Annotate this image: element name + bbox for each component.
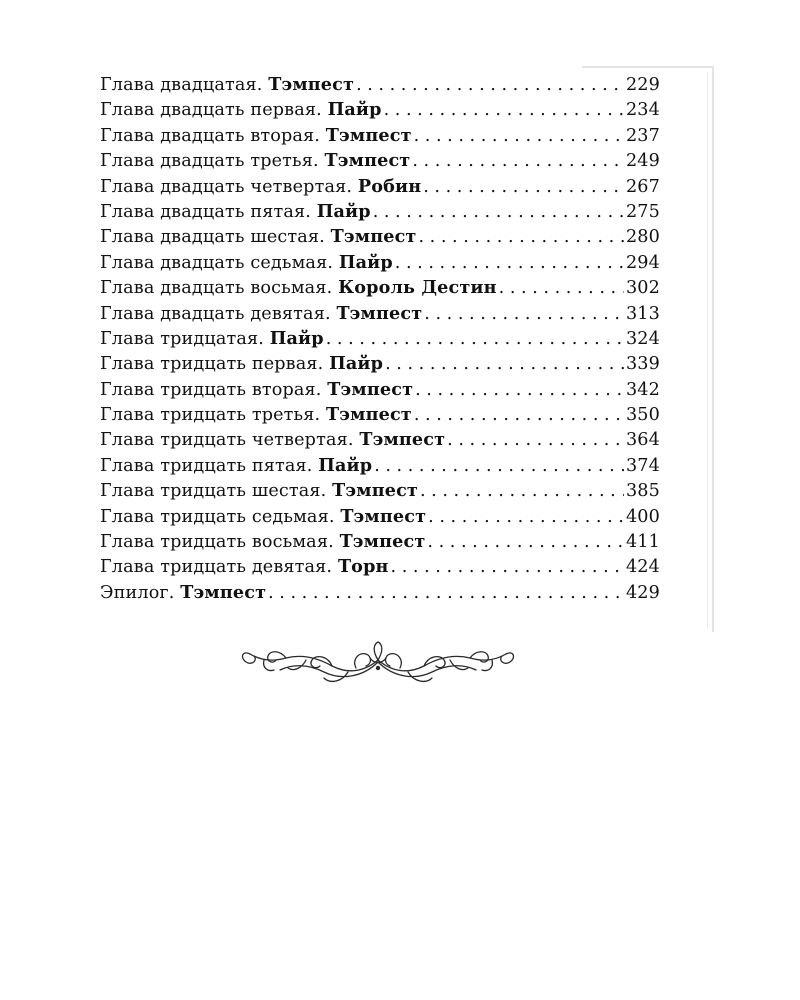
toc-entry bbox=[100, 174, 660, 199]
toc-entry-title bbox=[100, 72, 354, 98]
toc-entry-title bbox=[100, 301, 422, 327]
toc-narrator-name: Тэмпест bbox=[340, 505, 427, 527]
toc-narrator-name: Тэмпест bbox=[324, 150, 411, 172]
toc-dot-leader bbox=[424, 302, 624, 327]
toc-chapter-label: Глава двадцать девятая. bbox=[100, 303, 331, 324]
toc-narrator-name: Пайр bbox=[316, 200, 371, 222]
toc-chapter-label: Глава двадцать седьмая. bbox=[100, 252, 334, 273]
toc-narrator-name: Тэмпест bbox=[332, 480, 418, 502]
toc-dot-leader bbox=[385, 352, 624, 377]
toc-dot-leader bbox=[414, 124, 624, 149]
toc-narrator-name: Пайр bbox=[327, 99, 382, 121]
toc-entry bbox=[100, 580, 660, 605]
toc-chapter-label: Глава двадцать пятая. bbox=[100, 201, 311, 222]
toc-entry-title bbox=[100, 478, 418, 504]
toc-chapter-label: Глава тридцать седьмая. bbox=[100, 506, 335, 527]
toc-page-number: 339 bbox=[625, 354, 660, 375]
floral-flourish-icon bbox=[236, 638, 520, 688]
toc-narrator-name: Тэмпест bbox=[339, 531, 426, 553]
toc-chapter-label: Глава тридцать четвертая. bbox=[100, 430, 354, 451]
toc-entry-title bbox=[100, 97, 382, 123]
toc-entry bbox=[100, 97, 660, 122]
toc-page-number: 411 bbox=[625, 532, 660, 553]
toc-page-number: 350 bbox=[625, 405, 660, 426]
toc-dot-leader bbox=[268, 581, 624, 606]
toc-chapter-label: Глава двадцатая. bbox=[100, 75, 263, 95]
toc-narrator-name: Робин bbox=[357, 175, 422, 197]
toc-dot-leader bbox=[418, 225, 623, 250]
toc-entry bbox=[100, 199, 660, 224]
toc-narrator-name: Пайр bbox=[338, 251, 393, 273]
toc-entry bbox=[100, 478, 660, 503]
toc-narrator-name: Тэмпест bbox=[268, 74, 355, 95]
toc-dot-leader bbox=[412, 149, 624, 174]
toc-page-number: 249 bbox=[625, 151, 660, 172]
toc-entry bbox=[100, 326, 660, 351]
toc-chapter-label: Глава двадцать четвертая. bbox=[100, 176, 353, 197]
toc-page-number: 364 bbox=[625, 430, 660, 451]
toc-entry bbox=[100, 453, 660, 478]
toc-entry-title bbox=[100, 326, 324, 352]
toc-chapter-label: Эпилог. bbox=[100, 582, 175, 603]
toc-entry-title bbox=[100, 580, 266, 606]
toc-narrator-name: Король Дестин bbox=[338, 277, 497, 299]
toc-entry bbox=[100, 224, 660, 249]
toc-dot-leader bbox=[391, 555, 624, 580]
toc-entry-title bbox=[100, 224, 416, 250]
toc-entry bbox=[100, 402, 660, 427]
toc-entry bbox=[100, 72, 660, 97]
toc-chapter-label: Глава тридцать шестая. bbox=[100, 481, 327, 502]
toc-chapter-label: Глава двадцать третья. bbox=[100, 151, 319, 172]
toc-dot-leader bbox=[415, 378, 624, 403]
toc-narrator-name: Пайр bbox=[269, 327, 324, 349]
toc-entry-title bbox=[100, 275, 497, 301]
toc-dot-leader bbox=[447, 428, 624, 453]
toc-page-number: 294 bbox=[625, 252, 660, 273]
toc-dot-leader bbox=[395, 251, 624, 276]
toc-dot-leader bbox=[499, 276, 624, 301]
toc-page-number: 234 bbox=[625, 100, 660, 121]
toc-entry bbox=[100, 148, 660, 173]
toc-page-number: 400 bbox=[625, 506, 660, 527]
toc-entry-title bbox=[100, 123, 412, 149]
toc-chapter-label: Глава тридцать первая. bbox=[100, 354, 324, 375]
toc-chapter-label: Глава двадцать первая. bbox=[100, 100, 322, 121]
toc-page-number: 342 bbox=[625, 379, 660, 400]
toc-chapter-label: Глава тридцать восьмая. bbox=[100, 532, 334, 553]
toc-entry-title bbox=[100, 377, 413, 403]
toc-narrator-name: Тэмпест bbox=[336, 302, 423, 324]
toc-entry-title bbox=[100, 427, 445, 453]
toc-narrator-name: Пайр bbox=[329, 353, 384, 375]
toc-chapter-label: Глава тридцать девятая. bbox=[100, 557, 333, 578]
toc-narrator-name: Тэмпест bbox=[327, 378, 414, 400]
toc-narrator-name: Тэмпест bbox=[330, 226, 417, 248]
toc-chapter-label: Глава двадцать шестая. bbox=[100, 227, 325, 248]
toc-dot-leader bbox=[427, 530, 624, 555]
toc-entry-title bbox=[100, 351, 383, 377]
toc-chapter-label: Глава двадцать восьмая. bbox=[100, 278, 333, 299]
toc-entry bbox=[100, 377, 660, 402]
toc-page-number: 424 bbox=[625, 557, 660, 578]
toc-page-number: 302 bbox=[625, 278, 660, 299]
toc-entry bbox=[100, 351, 660, 376]
toc-entry-title bbox=[100, 250, 393, 276]
toc-dot-leader bbox=[374, 454, 624, 479]
toc-entry bbox=[100, 301, 660, 326]
toc-entry bbox=[100, 504, 660, 529]
toc-dot-leader bbox=[414, 403, 624, 428]
toc-dot-leader bbox=[384, 98, 624, 123]
toc-chapter-label: Глава тридцатая. bbox=[100, 328, 264, 349]
toc-narrator-name: Тэмпест bbox=[180, 581, 267, 603]
toc-page-number: 275 bbox=[625, 201, 660, 222]
toc-dot-leader bbox=[326, 327, 624, 352]
toc-entry bbox=[100, 529, 660, 554]
toc-narrator-name: Тэмпест bbox=[326, 404, 412, 426]
toc-chapter-label: Глава тридцать пятая. bbox=[100, 455, 313, 476]
toc-entry-title bbox=[100, 199, 371, 225]
toc-chapter-label: Глава тридцать вторая. bbox=[100, 379, 322, 400]
toc-entry-title bbox=[100, 554, 389, 580]
toc-dot-leader bbox=[356, 73, 624, 98]
toc-chapter-label: Глава тридцать третья. bbox=[100, 405, 321, 426]
toc-page-number: 267 bbox=[625, 176, 660, 197]
toc-chapter-label: Глава двадцать вторая. bbox=[100, 125, 321, 146]
toc-dot-leader bbox=[420, 479, 624, 504]
toc-entry bbox=[100, 250, 660, 275]
toc-entry-title bbox=[100, 148, 410, 174]
toc-page-number: 313 bbox=[625, 303, 660, 324]
toc-entry-title bbox=[100, 453, 372, 479]
toc-entry-title bbox=[100, 174, 421, 200]
toc-page-number: 385 bbox=[625, 481, 660, 502]
toc-page-number: 229 bbox=[625, 75, 660, 95]
table-of-contents bbox=[100, 72, 660, 605]
toc-entry bbox=[100, 275, 660, 300]
toc-page-number: 374 bbox=[625, 455, 660, 476]
toc-page-number: 429 bbox=[625, 582, 660, 603]
toc-page-number: 324 bbox=[625, 328, 660, 349]
toc-dot-leader bbox=[373, 200, 624, 225]
toc-entry bbox=[100, 123, 660, 148]
toc-page-number: 280 bbox=[625, 227, 660, 248]
toc-narrator-name: Пайр bbox=[318, 454, 373, 476]
toc-dot-leader bbox=[423, 175, 624, 200]
toc-entry bbox=[100, 554, 660, 579]
toc-page-number: 237 bbox=[625, 125, 660, 146]
toc-narrator-name: Торн bbox=[337, 556, 389, 578]
toc-entry-title bbox=[100, 529, 425, 555]
toc-narrator-name: Тэмпест bbox=[325, 124, 412, 146]
toc-narrator-name: Тэмпест bbox=[359, 429, 446, 451]
toc-dot-leader bbox=[428, 505, 624, 530]
toc-entry bbox=[100, 427, 660, 452]
toc-entry-title bbox=[100, 402, 412, 428]
toc-entry-title bbox=[100, 504, 426, 530]
